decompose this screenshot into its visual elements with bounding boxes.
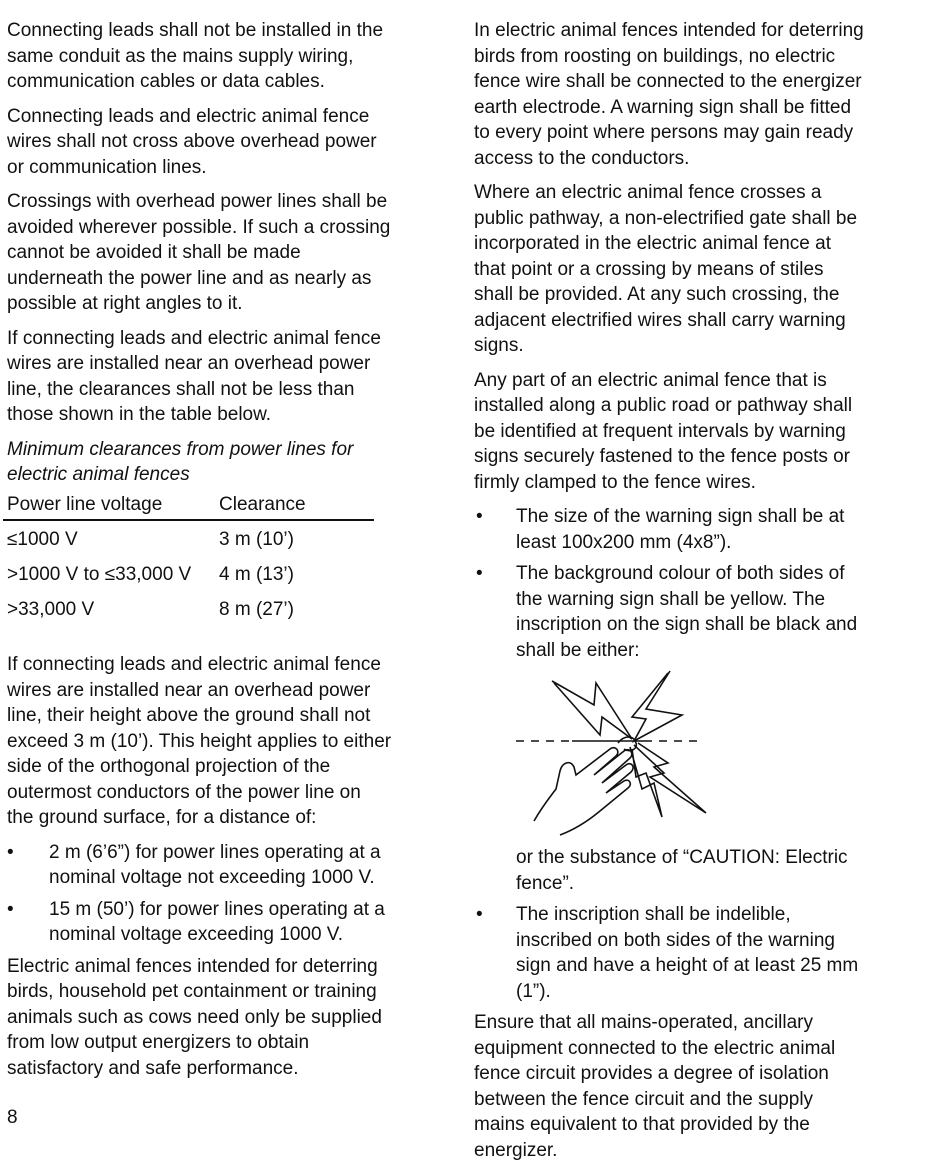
table-header-clearance: Clearance — [207, 492, 374, 521]
left-column — [7, 18, 392, 1090]
list-item-text: 15 m (50’) for power lines operating at a nominal voltage exceeding 1000 V. — [49, 898, 385, 945]
bullet-glyph: • — [476, 904, 483, 925]
table-caption: Minimum clearances from power lines for electric animal fences — [7, 438, 354, 485]
lightning-bolt-lower-right — [634, 743, 706, 813]
hand-outline — [534, 748, 633, 835]
table-cell-clearance: 3 m (10’) — [219, 529, 294, 550]
paragraph-conduit: Connecting leads shall not be installed in the same conduit as the mains supply wiring, communication cables or data cables. — [7, 20, 384, 92]
bullet-glyph: • — [476, 506, 483, 527]
lightning-bolt-upper-right — [632, 671, 682, 741]
finger-tip — [618, 737, 636, 751]
paragraph-height-limit: If connecting leads and electric animal fence wires are installed near an overhead power line, their height above the ground shall not exceed 3 m (10’). This height applies to either side of the orthogonal projection of the outermost conductors of the power line on the ground surface, for a distance of: — [7, 654, 392, 828]
list-item-text: 2 m (6’6”) for power lines operating at a nominal voltage not exceeding 1000 V. — [49, 841, 381, 888]
paragraph-crossings-avoided: Crossings with overhead power lines shall be avoided wherever possible. If such a crossing cannot be avoided it shall be made underneath the power line and as nearly as possible at right angles to it. — [7, 191, 391, 314]
list-item-text: The background colour of both sides of the warning sign shall be yellow. The inscription on the sign shall be black and shall be either: — [516, 563, 858, 661]
distance-list — [7, 840, 392, 948]
table-cell-voltage: >33,000 V — [7, 599, 95, 620]
inscription-list — [474, 902, 864, 1004]
table-header-row — [3, 492, 374, 521]
warning-sign-list — [474, 504, 864, 663]
clearance-table — [3, 492, 374, 627]
caution-text-option: or the substance of “CAUTION: Electric fence”. — [516, 847, 848, 894]
paragraph-overhead-crossing: Connecting leads and electric animal fence wires shall not cross above overhead power or communication lines. — [7, 105, 377, 178]
paragraph-isolation: Ensure that all mains-operated, ancillary equipment connected to the electric animal fence circuit provides a degree of isolation between the fence circuit and the supply mains equivalent to that provided by the energizer. — [474, 1012, 836, 1161]
list-item-text: The size of the warning sign shall be at least 100x200 mm (4x8”). — [516, 506, 845, 553]
list-item — [474, 504, 864, 555]
page-number: 8 — [7, 1107, 18, 1128]
lightning-bolt-upper-left — [552, 681, 632, 739]
bullet-glyph: • — [7, 841, 14, 863]
table-cell-voltage: ≤1000 V — [7, 529, 78, 550]
bullet-glyph: • — [7, 898, 14, 920]
table-cell-clearance: 8 m (27’) — [219, 599, 294, 620]
table-header-voltage: Power line voltage — [3, 492, 207, 521]
paragraph-low-output: Electric animal fences intended for deterring birds, household pet containment or training animals such as cows need only be supplied from low output energizers to obtain satisfactory and safe performance. — [7, 955, 382, 1079]
list-item — [474, 902, 864, 1004]
table-row — [3, 591, 374, 626]
electric-fence-warning-icon — [514, 669, 714, 839]
list-item — [474, 561, 864, 663]
list-item-text: The inscription shall be indelible, inscribed on both sides of the warning sign and have a height of at least 25 mm (1”). — [516, 904, 859, 1002]
bullet-glyph: • — [476, 563, 483, 584]
paragraph-clearances: If connecting leads and electric animal fence wires are installed near an overhead power line, the clearances shall not be less than those shown in the table below. — [7, 327, 381, 425]
list-item — [7, 840, 392, 891]
paragraph-bird-deterrent: In electric animal fences intended for deterring birds from roosting on buildings, no electric fence wire shall be connected to the energizer earth electrode. A warning sign shall be fitted to every point where persons may gain ready access to the conductors. — [474, 20, 864, 169]
list-item — [7, 897, 392, 948]
paragraph-public-pathway: Where an electric animal fence crosses a public pathway, a non-electrified gate shall be incorporated in the electric animal fence at that point or a crossing by means of stiles shall be provided. At any such crossing, the adjacent electrified wires shall carry warning signs. — [474, 182, 858, 356]
table-cell-clearance: 4 m (13’) — [219, 564, 294, 585]
paragraph-public-road: Any part of an electric animal fence that is installed along a public road or pathway shall be identified at frequent intervals by warning signs securely fastened to the fence posts or firmly clamped to the fence wires. — [474, 369, 853, 493]
table-cell-voltage: >1000 V to ≤33,000 V — [7, 564, 192, 585]
table-row — [3, 520, 374, 556]
right-column — [474, 18, 864, 1172]
table-row — [3, 556, 374, 591]
